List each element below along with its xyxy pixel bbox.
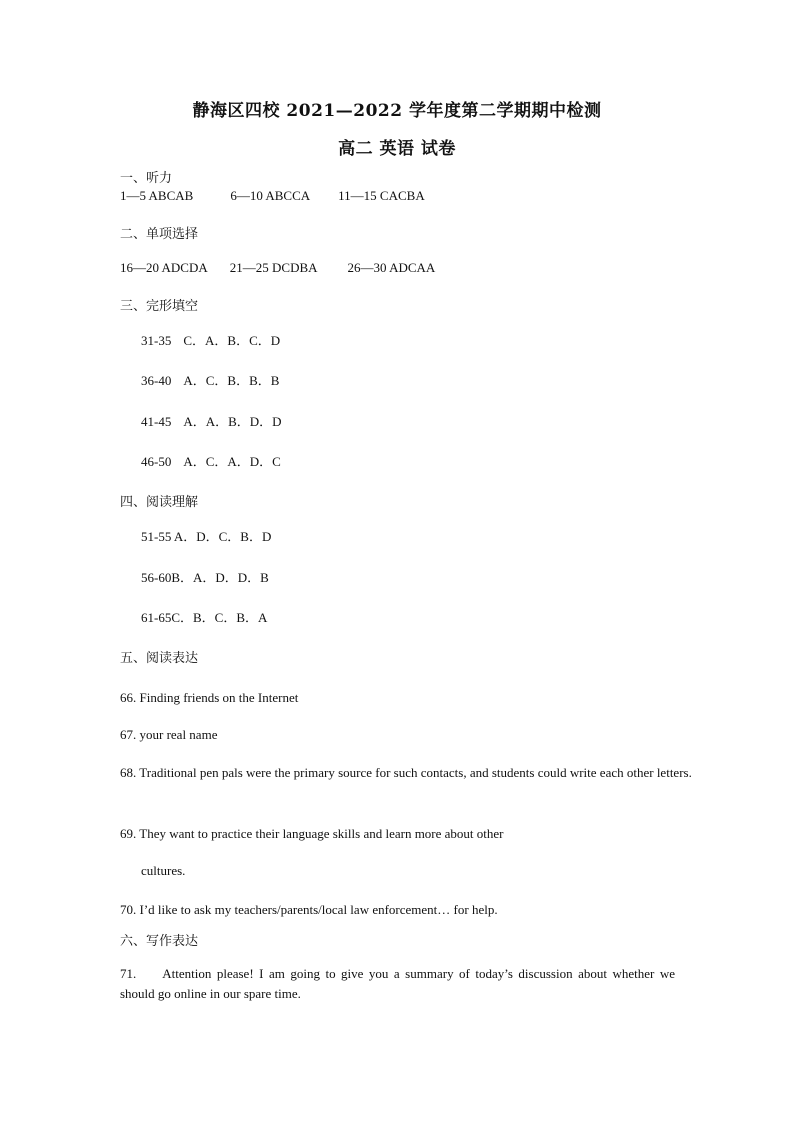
answer-67: 67. your real name <box>120 727 218 742</box>
answer-70: 70. I’d like to ask my teachers/parents/local law enforcement… for help. <box>120 902 498 917</box>
question-number: 71. <box>120 966 137 981</box>
answer-sequence: A．C．B．B．B <box>183 373 280 388</box>
cloze-answer-row <box>141 333 280 349</box>
answer-68: 68. Traditional pen pals were the primary source for such contacts, and students could write each other letters. <box>120 765 692 780</box>
answer-sequence: A．C．A．D．C <box>183 454 281 469</box>
section-heading-listening: 一、听力 <box>120 171 173 186</box>
summary-text: Attention please! I am going to give you a summary of today’s discussion about whether we should go online in our spare time. <box>120 966 675 1001</box>
question-range: 31-35 <box>141 333 172 348</box>
answer-69-line2: cultures. <box>141 863 186 878</box>
question-range: 36-40 <box>141 373 172 388</box>
listening-answers <box>120 188 425 204</box>
cloze-answer-row <box>141 373 279 389</box>
answer-group: 1—5 ABCAB <box>120 188 194 203</box>
answer-sequence: A．A．B．D．D <box>183 414 282 429</box>
answer-69-line1: 69. They want to practice their language skills and learn more about other <box>120 826 504 841</box>
answer-group: 11—15 CACBA <box>338 188 425 203</box>
cloze-answer-row <box>141 414 282 430</box>
section-heading-writing: 六、写作表达 <box>120 934 199 949</box>
answer-group: 16—20 ADCDA <box>120 260 208 275</box>
question-range: 46-50 <box>141 454 172 469</box>
exam-title: 静海区四校 2021—2022 学年度第二学期期中检测 <box>192 101 602 121</box>
answer-sequence: C．A．B．C．D <box>183 333 281 348</box>
single-choice-answers <box>120 260 435 276</box>
cloze-answer-row <box>141 454 281 470</box>
section-heading-single-choice: 二、单项选择 <box>120 227 199 242</box>
exam-subtitle: 高二 英语 试卷 <box>338 139 456 159</box>
answer-group: 21—25 DCDBA <box>229 260 318 275</box>
answer-66: 66. Finding friends on the Internet <box>120 690 299 705</box>
section-heading-reading-expression: 五、阅读表达 <box>120 651 199 666</box>
reading-answer-row: 61-65C．B．C．B．A <box>141 610 268 625</box>
answer-71 <box>120 964 675 1004</box>
reading-answer-row: 51-55 A．D．C．B．D <box>141 529 272 544</box>
section-heading-reading: 四、阅读理解 <box>120 495 199 510</box>
reading-answer-row: 56-60B．A．D．D．B <box>141 570 269 585</box>
section-heading-cloze: 三、完形填空 <box>120 299 199 314</box>
answer-group: 26—30 ADCAA <box>347 260 436 275</box>
question-range: 41-45 <box>141 414 172 429</box>
answer-group: 6—10 ABCCA <box>230 188 311 203</box>
